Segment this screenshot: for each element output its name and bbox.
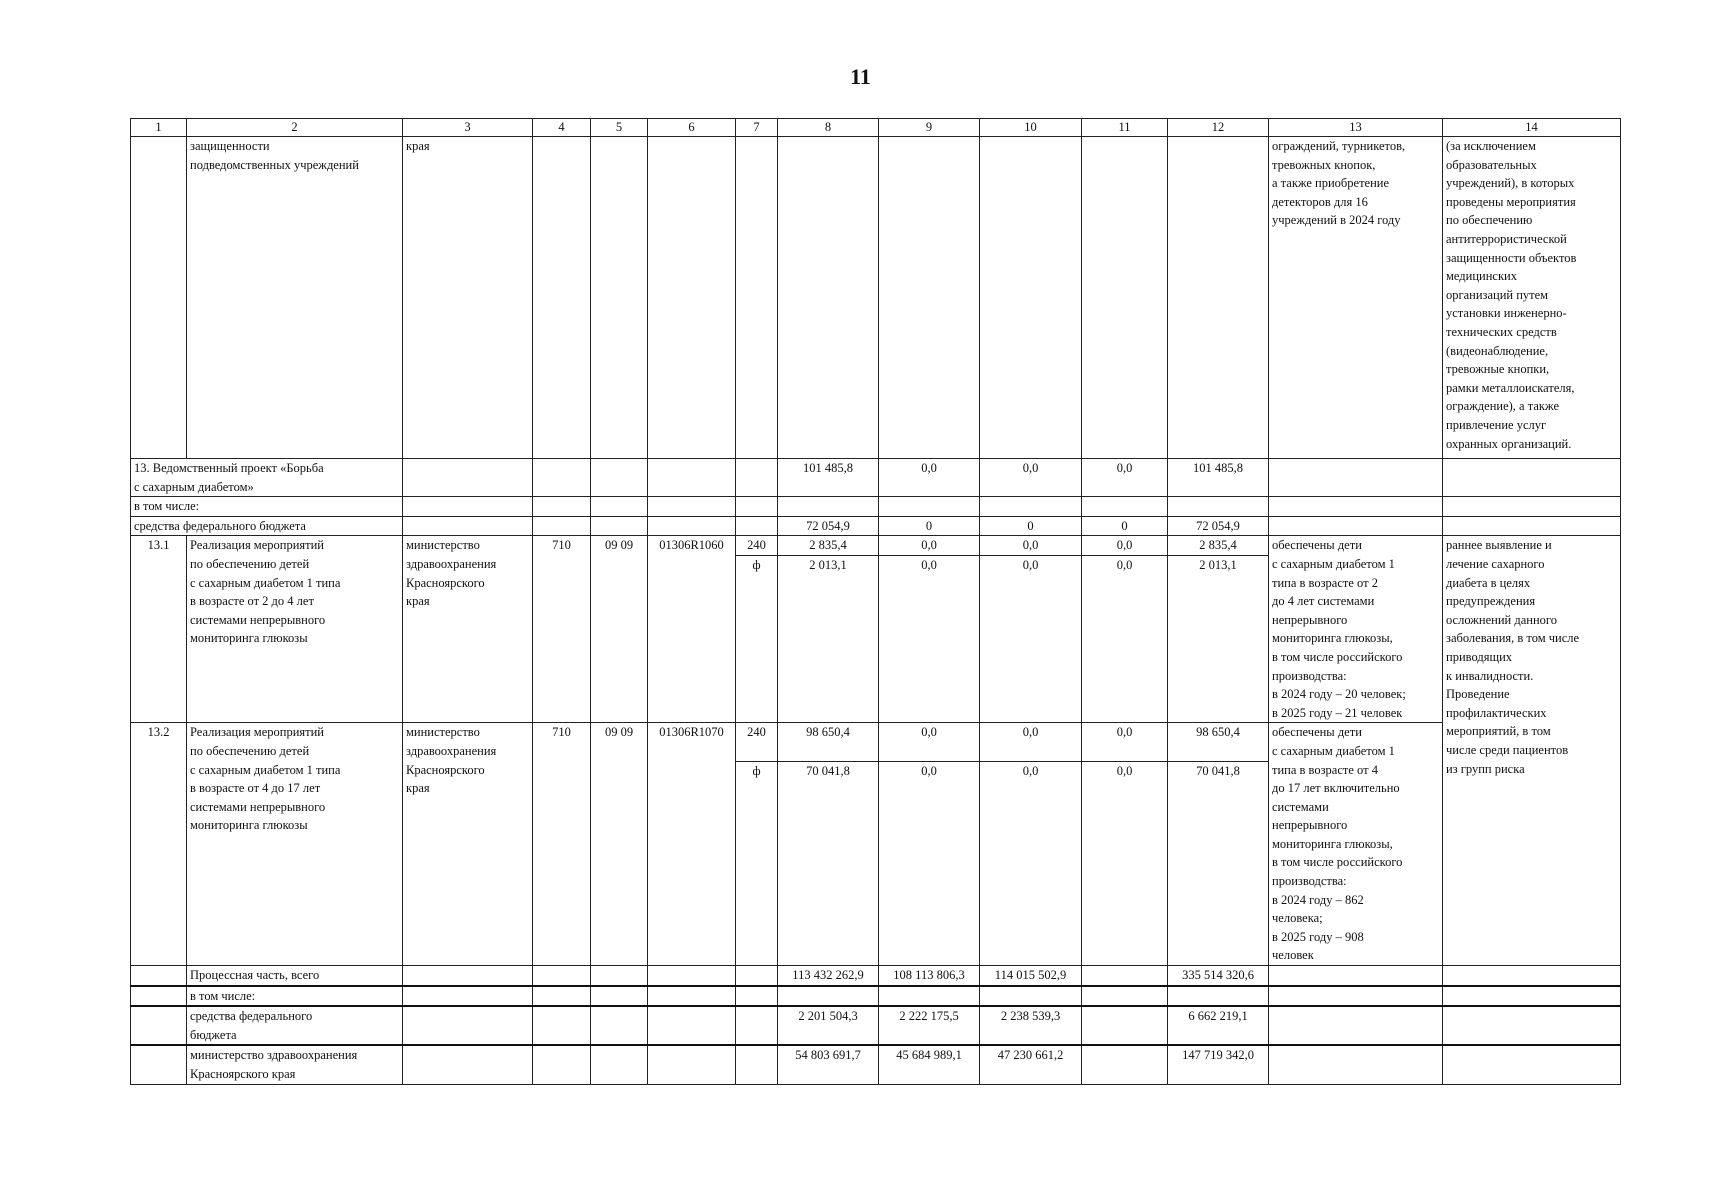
amount-col12: 72 054,9 (1168, 516, 1269, 536)
amount-col12: 335 514 320,6 (1168, 966, 1269, 986)
amount-col12: 70 041,8 (1168, 762, 1269, 966)
social-effect: раннее выявление и лечение сахарного диабета в целях предупреждения осложнений данного заболевания, в том числе приводящих к инвалидности. Проведение профилактических мероприятий, в том числе среди пациентов из групп риска (1443, 536, 1621, 966)
measure-name: Реализация мероприятий по обеспечению детей с сахарным диабетом 1 типа в возрасте от 4 до 17 лет системами непрерывного мониторинга глюкозы (187, 723, 403, 966)
expense-type: 240 (736, 536, 778, 556)
including-label: в том числе: (131, 497, 403, 517)
amount-col8: 70 041,8 (778, 762, 879, 966)
column-number: 6 (648, 119, 736, 137)
amount-col12: 101 485,8 (1168, 459, 1269, 497)
amount-col11: 0 (1082, 516, 1168, 536)
column-number: 9 (879, 119, 980, 137)
process-ministry-label: министерство здравоохранения Красноярского края (187, 1045, 403, 1084)
expected-result: обеспечены дети с сахарным диабетом 1 типа в возрасте от 4 до 17 лет включительно системами непрерывного мониторинга глюкозы, в том числе российского производства: в 2024 году – 862 человека; в 2025 году – 908 человек (1269, 723, 1443, 966)
amount-col12: 6 662 219,1 (1168, 1006, 1269, 1045)
amount-col12: 147 719 342,0 (1168, 1045, 1269, 1084)
executor: края (403, 137, 533, 459)
amount-col11: 0,0 (1082, 762, 1168, 966)
amount-col9: 0,0 (879, 723, 980, 762)
column-number: 13 (1269, 119, 1443, 137)
amount-col10: 0,0 (980, 762, 1082, 966)
amount-col8: 98 650,4 (778, 723, 879, 762)
measure-13-1-row (131, 536, 1621, 556)
amount-col8: 72 054,9 (778, 516, 879, 536)
federal-budget-label: средства федерального бюджета (131, 516, 403, 536)
amount-col10: 0,0 (980, 536, 1082, 556)
section-code: 09 09 (591, 723, 648, 966)
measure-number: 13.2 (131, 723, 187, 966)
column-number: 2 (187, 119, 403, 137)
target-article: 01306R1070 (648, 723, 736, 966)
including-label: в том числе: (187, 986, 403, 1007)
amount-col8: 2 201 504,3 (778, 1006, 879, 1045)
process-federal-row (131, 1006, 1621, 1045)
amount-col10: 0,0 (980, 723, 1082, 762)
amount-col9: 2 222 175,5 (879, 1006, 980, 1045)
amount-col11: 0,0 (1082, 459, 1168, 497)
column-number: 8 (778, 119, 879, 137)
amount-col8: 101 485,8 (778, 459, 879, 497)
measure-name: защищенности подведомственных учреждений (187, 137, 403, 459)
amount-col10: 0,0 (980, 459, 1082, 497)
program-table (130, 118, 1621, 1085)
amount-col9: 45 684 989,1 (879, 1045, 980, 1084)
amount-col9: 0 (879, 516, 980, 536)
amount-col8: 113 432 262,9 (778, 966, 879, 986)
amount-col9: 0,0 (879, 459, 980, 497)
amount-col12: 2 835,4 (1168, 536, 1269, 556)
expected-result: ограждений, турникетов, тревожных кнопок, а также приобретение детекторов для 16 учреждений в 2024 году (1269, 137, 1443, 459)
amount-col10: 0 (980, 516, 1082, 536)
project-name: 13. Ведомственный проект «Борьба с сахарным диабетом» (131, 459, 403, 497)
column-number: 12 (1168, 119, 1269, 137)
target-article: 01306R1060 (648, 536, 736, 723)
amount-col8: 54 803 691,7 (778, 1045, 879, 1084)
amount-col12: 98 650,4 (1168, 723, 1269, 762)
column-number: 5 (591, 119, 648, 137)
amount-col11: 0,0 (1082, 556, 1168, 723)
amount-col8: 2 013,1 (778, 556, 879, 723)
project-row (131, 459, 1621, 497)
column-number: 3 (403, 119, 533, 137)
measure-name: Реализация мероприятий по обеспечению детей с сахарным диабетом 1 типа в возрасте от 2 до 4 лет системами непрерывного мониторинга глюкозы (187, 536, 403, 723)
column-number: 4 (533, 119, 591, 137)
social-effect: (за исключением образовательных учреждений), в которых проведены мероприятия по обеспечению антитеррористической защищенности объектов медицинских организаций путем установки инженерно- технических средств (видеонаблюдение, тревожные кнопки, рамки металлоискателя, ограждение), а также привлечение услуг охранных организаций. (1443, 137, 1621, 459)
amount-col9: 0,0 (879, 536, 980, 556)
section-code: 09 09 (591, 536, 648, 723)
amount-col12: 2 013,1 (1168, 556, 1269, 723)
amount-col9: 0,0 (879, 762, 980, 966)
measure-number: 13.1 (131, 536, 187, 723)
expected-result: обеспечены дети с сахарным диабетом 1 типа в возрасте от 2 до 4 лет системами непрерывного мониторинга глюкозы, в том числе российского производства: в 2024 году – 20 человек; в 2025 году – 21 человек (1269, 536, 1443, 723)
column-number-row (131, 119, 1621, 137)
process-total-label: Процессная часть, всего (187, 966, 403, 986)
column-number: 1 (131, 119, 187, 137)
process-total-row (131, 966, 1621, 986)
process-federal-label: средства федерального бюджета (187, 1006, 403, 1045)
amount-col9: 108 113 806,3 (879, 966, 980, 986)
amount-col11: 0,0 (1082, 536, 1168, 556)
executor: министерство здравоохранения Красноярского края (403, 536, 533, 723)
amount-col11: 0,0 (1082, 723, 1168, 762)
page-number: 11 (850, 64, 871, 89)
including-row (131, 497, 1621, 517)
including-row (131, 986, 1621, 1007)
amount-col9: 0,0 (879, 556, 980, 723)
measure-13-2-row (131, 723, 1621, 762)
budget-code: 710 (533, 723, 591, 966)
column-number: 7 (736, 119, 778, 137)
budget-code: 710 (533, 536, 591, 723)
amount-col10: 114 015 502,9 (980, 966, 1082, 986)
amount-col10: 47 230 661,2 (980, 1045, 1082, 1084)
amount-col10: 2 238 539,3 (980, 1006, 1082, 1045)
amount-col10: 0,0 (980, 556, 1082, 723)
amount-col8: 2 835,4 (778, 536, 879, 556)
continuation-row (131, 137, 1621, 459)
expense-type: 240 (736, 723, 778, 762)
expense-type-federal: ф (736, 556, 778, 723)
column-number: 14 (1443, 119, 1621, 137)
executor: министерство здравоохранения Красноярского края (403, 723, 533, 966)
column-number: 11 (1082, 119, 1168, 137)
column-number: 10 (980, 119, 1082, 137)
process-ministry-row (131, 1045, 1621, 1084)
expense-type-federal: ф (736, 762, 778, 966)
federal-budget-row (131, 516, 1621, 536)
